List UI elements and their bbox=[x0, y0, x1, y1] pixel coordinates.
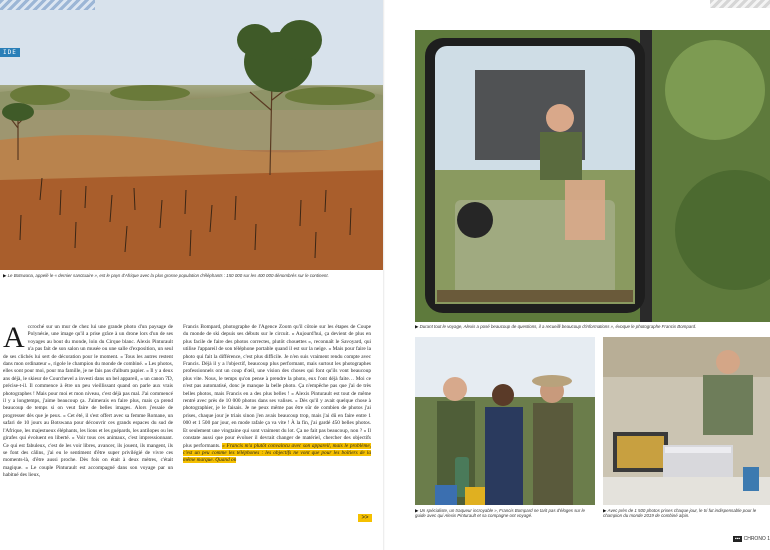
mirror-caption bbox=[415, 324, 770, 329]
caption-arrow-icon: ▶ bbox=[603, 508, 608, 513]
page-footer bbox=[733, 536, 770, 542]
laptop-caption-text: Avec près de 1 500 photos prises chaque jour, le tri fut indispensable pour le champion du monde 2019 de combiné alpin. bbox=[603, 508, 757, 519]
group-photo bbox=[415, 337, 595, 505]
laptop-illustration bbox=[603, 337, 770, 505]
mirror-photo bbox=[415, 30, 770, 322]
page-number: 1 bbox=[767, 536, 770, 542]
right-page bbox=[385, 0, 770, 550]
footer-label: CHRONO bbox=[743, 536, 766, 542]
group-caption-text: Un spécialiste, un traqueur incroyable », Francis Bompard ne tarit pas d'éloges sur le guide avec qui Alexis Pinturault et sa compagne ont voyagé. bbox=[415, 508, 585, 519]
article-column-1 bbox=[3, 324, 173, 536]
mirror-caption-text: Durant tout le voyage, Alexis a posé beaucoup de questions, il a recueilli beaucoup d'informations », évoque le photographe Francis Bompard. bbox=[419, 324, 697, 329]
group-illustration bbox=[415, 337, 595, 505]
caption-arrow-icon: ▶ bbox=[415, 508, 420, 513]
section-tag: IDE bbox=[0, 48, 20, 57]
mirror-illustration bbox=[415, 30, 770, 322]
savanna-caption bbox=[3, 273, 333, 278]
header-stripe bbox=[0, 0, 95, 10]
savanna-caption-text: Le Botswana, appelé le « dernier sanctuaire », est le pays d'Afrique avec la plus grosse population d'éléphants : 150 000 sur les 400 000 dénombrés sur le continent. bbox=[7, 273, 329, 278]
caption-arrow-icon: ▶ bbox=[415, 324, 420, 329]
footer-logo: ▪▪▪ bbox=[734, 536, 741, 542]
laptop-caption bbox=[603, 508, 768, 519]
drop-cap: A bbox=[3, 324, 25, 354]
group-caption bbox=[415, 508, 595, 519]
savanna-illustration bbox=[0, 0, 385, 270]
laptop-photo bbox=[603, 337, 770, 505]
header-stripe-right bbox=[710, 0, 770, 8]
column-2-text: Francis Bompard, photographe de l'Agence Zoom qu'il côtoie sur les étapes de Coupe du monde de ski depuis ses débuts sur le circuit. « Aujourd'hui, ça devient de plus en plus facile de faire des photos correctes, plutôt chouettes », reconnaît le Savoyard, qui utilise l'appareil de son téléphone portable quand il est sur la neige. « Mais pour faire la photo qui fait la différence, c'est plus difficile. Je n'en suis vraiment rendu compte avec Francis. Déjà il y a l'objectif, beaucoup plus performant, mais surtout les photographes professionnels ont un coup d'œil, une vision des choses qui font qu'ils vont beaucoup plus vite. Nous, le temps qu'on pense à prendre la photo, eux l'ont déjà faite… Moi ce n'est pas automatisé, donc je manque la belle photo. Ça n'empêche pas que j'ai de très belles photos, mais Francis en a des plus belles ! » Alexis Pinturault est tout de même rentré avec près de 10 000 photos dans ses valises. « Dès qu'il y avait quelque chose à photographier, je le faisais. Je ne peux même pas être sûr de combien de photos j'ai prises, chaque jour je triais sinon j'en avais beaucoup trop, mais j'ai dû en faire entre 1 000 et 1 500 par jour, en mode rafale ça va vite ! À la fin, j'ai gardé 450 belles photos. Et seulement une vingtaine qui sont vraiment du lot. Ça ne fait pas beaucoup, non ? » Il constate aussi que pour évoluer il devrait changer de matériel, chercher des objectifs plus performants. bbox=[183, 324, 371, 449]
savanna-photo bbox=[0, 0, 385, 270]
caption-arrow-icon: ▶ bbox=[3, 273, 8, 278]
article-column-2 bbox=[183, 324, 371, 524]
continue-arrow: >> bbox=[358, 514, 372, 522]
highlighted-quote: « Francis m'a plutôt convaincu avec son appareil, mais le problème, c'est un peu comme les téléphones : les objectifs ne vont que pour les boîtiers de la même marque. Quand on bbox=[183, 442, 371, 464]
column-1-text: ccroché sur un mur de chez lui une grande photo d'un paysage de Polynésie, une image qu'il a prise grâce à un drone lors d'un de ses voyages au bout du monde, loin du Cirque blanc. Alexis Pinturault n'a pas fait de son salon un musée ou une salle d'exposition, un seul de ses clichés lui sert de décoration pour le moment. « Tous les autres restent dans mon ordinateur », rigole le champion du monde de combiné. « Les photos, elles sont pour moi, pour ma famille, je ne fais pas d'album papier. » Il y a deux ans déjà, le skieur de Courchevel a investi dans un bel appareil, « un canon 7D, précise-t-il. Il commence à être un peu vieillissant quand on parle aux vrais photographes ! Mais pour moi et mon niveau, c'est déjà pas mal. J'ai commencé il y a longtemps, j'aime beaucoup ça. J'aimerais en faire plus, mais ça prend beaucoup de temps si on veut faire de belles images. Alors j'essaie de progresser dès que je peux. » Cet été, il s'est offert avec sa femme Romane, un safari de 10 jours au Botswana pour découvrir ces grands espaces du sud de l'Afrique, les majestueux éléphants, les lions et les guépards, les antilopes ou les girafes qui évoluent en liberté. « Voir tous ces animaux, c'est impressionnant. Ce qui est fabuleux, c'est de les voir libres, avancer, ils jouent, ils mangent, ils se font des câlins, j'ai eu le sentiment d'être super privilégié de vivre ces moments-là, d'être aussi proche. Dès fois on était à deux mètres, c'était magique. » Le couple Pinturault est accompagné dans son voyage par un habitué des lieux, bbox=[3, 324, 173, 479]
